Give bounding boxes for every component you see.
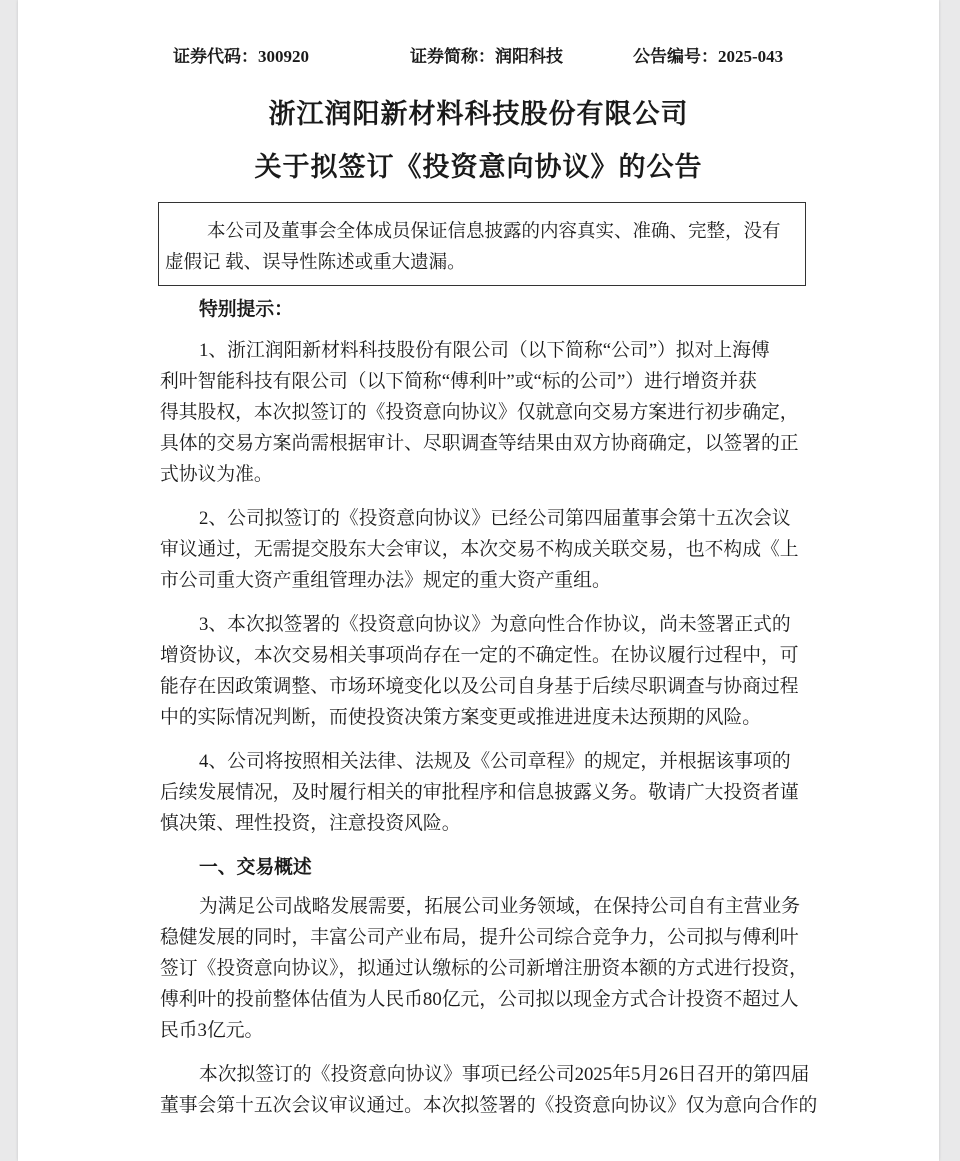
paragraph-line: 审议通过，无需提交股东大会审议，本次交易不构成关联交易，也不构成《上 bbox=[160, 539, 799, 560]
paragraph-line: 利叶智能科技有限公司（以下简称“傅利叶”或“标的公司”）进行增资并获 bbox=[160, 371, 757, 392]
paragraph-line: 式协议为准。 bbox=[160, 464, 273, 485]
paragraph-line: 1、浙江润阳新材料科技股份有限公司（以下简称“公司”）拟对上海傅 bbox=[199, 340, 770, 361]
paragraph bbox=[160, 503, 820, 596]
paragraph bbox=[160, 609, 820, 733]
company-title: 浙江润阳新材料科技股份有限公司 bbox=[268, 99, 689, 129]
security-short-name: 证券简称：润阳科技 bbox=[410, 47, 563, 66]
paragraph-line: 董事会第十五次会议审议通过。本次拟签署的《投资意向协议》仅为意向合作的 bbox=[160, 1095, 818, 1116]
disclaimer-line: 本公司及董事会全体成员保证信息披露的内容真实、准确、完整，没有 bbox=[207, 222, 781, 242]
paragraph-line: 市公司重大资产重组管理办法》规定的重大资产重组。 bbox=[160, 570, 611, 591]
paragraph-line: 4、公司将按照相关法律、法规及《公司章程》的规定，并根据该事项的 bbox=[199, 751, 791, 772]
paragraph-line: 稳健发展的同时，丰富公司产业布局，提升公司综合竞争力，公司拟与傅利叶 bbox=[160, 927, 799, 948]
paragraph-line: 签订《投资意向协议》，拟通过认缴标的公司新增注册资本额的方式进行投资， bbox=[160, 958, 808, 979]
paragraph-line: 增资协议，本次交易相关事项尚存在一定的不确定性。在协议履行过程中，可 bbox=[160, 645, 799, 666]
security-code: 证券代码：300920 bbox=[173, 47, 309, 66]
paragraph-line: 慎决策、理性投资，注意投资风险。 bbox=[160, 813, 461, 834]
paragraph-line: 3、本次拟签署的《投资意向协议》为意向性合作协议，尚未签署正式的 bbox=[199, 614, 791, 635]
paragraph-line: 能存在因政策调整、市场环境变化以及公司自身基于后续尽职调查与协商过程 bbox=[160, 676, 799, 697]
paragraph-line: 具体的交易方案尚需根据审计、尽职调查等结果由双方协商确定，以签署的正 bbox=[160, 433, 799, 454]
paragraph-line: 本次拟签订的《投资意向协议》事项已经公司2025年5月26日召开的第四届 bbox=[199, 1064, 810, 1085]
paragraph-line: 傅利叶的投前整体估值为人民币80亿元，公司拟以现金方式合计投资不超过人 bbox=[160, 989, 799, 1010]
paragraph-line: 后续发展情况，及时履行相关的审批程序和信息披露义务。敬请广大投资者谨 bbox=[160, 782, 799, 803]
notice-number: 公告编号：2025-043 bbox=[633, 47, 784, 66]
paragraph bbox=[160, 746, 820, 839]
paragraph-line: 中的实际情况判断，而使投资决策方案变更或推进进度未达预期的风险。 bbox=[160, 707, 761, 728]
document-page bbox=[18, 0, 939, 1161]
disclaimer-line: 虚假记 载、误导性陈述或重大遗漏。 bbox=[165, 253, 466, 273]
section-heading: 一、交易概述 bbox=[199, 857, 312, 878]
paragraph-line: 为满足公司战略发展需要，拓展公司业务领域，在保持公司自有主营业务 bbox=[199, 896, 800, 917]
paragraph bbox=[160, 1059, 820, 1121]
disclaimer-box bbox=[158, 202, 806, 286]
paragraph bbox=[160, 891, 820, 1046]
paragraph bbox=[160, 335, 820, 490]
paragraph-line: 得其股权，本次拟签订的《投资意向协议》仅就意向交易方案进行初步确定， bbox=[160, 402, 799, 423]
paragraph-line: 民币3亿元。 bbox=[160, 1020, 264, 1041]
document-body bbox=[160, 294, 820, 1134]
paragraph-line: 2、公司拟签订的《投资意向协议》已经公司第四届董事会第十五次会议 bbox=[199, 508, 791, 529]
announcement-title: 关于拟签订《投资意向协议》的公告 bbox=[254, 152, 703, 182]
special-notice-heading: 特别提示： bbox=[199, 299, 293, 320]
